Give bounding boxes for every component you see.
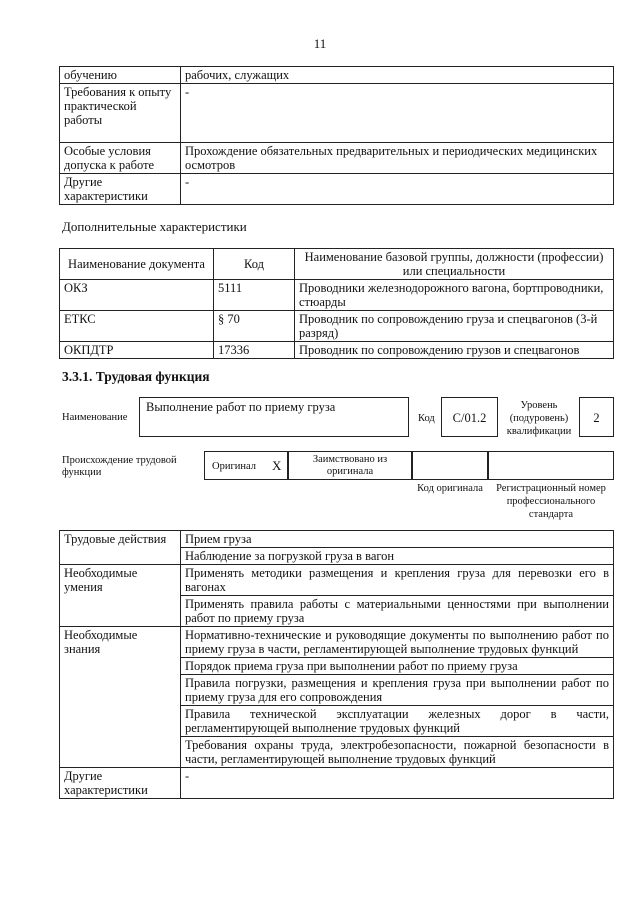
table-row — [60, 565, 614, 596]
origin-original-label: Оригинал — [212, 461, 256, 472]
row-label-skills: Необходимые умения — [60, 565, 181, 627]
function-code-value: С/01.2 — [452, 411, 487, 425]
header-document: Наименование документа — [60, 249, 214, 280]
table-row — [60, 531, 614, 548]
top-table — [59, 66, 614, 205]
cell-document: ЕТКС — [60, 311, 214, 342]
row-label-actions: Трудовые действия — [60, 531, 181, 565]
row-label: Требования к опыту практической работы — [60, 84, 181, 143]
origin-reg-box — [488, 451, 614, 480]
section-title: 3.3.1. Трудовая функция — [62, 369, 210, 384]
origin-reg-caption: Регистрационный номер профессионального стандарта — [496, 483, 606, 520]
cell-skill: Применять методики размещения и крепления груза для перевозки его в вагонах — [181, 565, 614, 596]
origin-borrowed-label: Заимствовано из оригинала — [312, 454, 388, 477]
cell-code: 17336 — [214, 342, 295, 359]
row-value: - — [181, 84, 614, 143]
cell-document: ОКЗ — [60, 280, 214, 311]
cell-knowledge: Порядок приема груза при выполнении работ по приему груза — [181, 658, 614, 675]
row-label: Особые условия допуска к работе — [60, 143, 181, 174]
row-value: Прохождение обязательных предварительных и периодических медицинских осмотров — [181, 143, 614, 174]
row-label: Другие характеристики — [60, 174, 181, 205]
cell-document: ОКПДТР — [60, 342, 214, 359]
origin-borrowed-box — [288, 451, 412, 480]
origin-code-caption: Код оригинала — [417, 483, 483, 494]
function-code-label: Код — [418, 413, 435, 424]
function-name-value: Выполнение работ по приему груза — [146, 400, 336, 414]
table-row — [60, 84, 614, 143]
cell-action: Прием груза — [181, 531, 614, 548]
origin-original-box — [204, 451, 288, 480]
function-level-box — [579, 397, 614, 437]
cell-group: Проводник по сопровождению груза и спецвагонов (3-й разряд) — [295, 311, 614, 342]
cell-other: - — [181, 768, 614, 799]
function-code-box — [441, 397, 498, 437]
additional-title: Дополнительные характеристики — [62, 219, 247, 234]
row-label-other: Другие характеристики — [60, 768, 181, 799]
header-code: Код — [214, 249, 295, 280]
cell-knowledge: Правила технической эксплуатации железных дорог в части, регламентирующей выполнение трудовых функций — [181, 706, 614, 737]
table-row — [60, 174, 614, 205]
header-group: Наименование базовой группы, должности (профессии) или специальности — [295, 249, 614, 280]
function-name-box — [139, 397, 409, 437]
table-row — [60, 143, 614, 174]
table-row — [60, 627, 614, 658]
cell-action: Наблюдение за погрузкой груза в вагон — [181, 548, 614, 565]
table-row — [60, 768, 614, 799]
origin-original-mark: X — [272, 458, 282, 473]
origin-label: Происхождение трудовой функции — [62, 455, 177, 478]
origin-code-box — [412, 451, 488, 480]
function-name-label: Наименование — [62, 412, 128, 423]
row-label-knowledge: Необходимые знания — [60, 627, 181, 768]
table-row — [60, 280, 614, 311]
page-number: 11 — [313, 36, 327, 51]
cell-knowledge: Правила погрузки, размещения и крепления груза при выполнении работ по приему груза для его сопровождения — [181, 675, 614, 706]
table-row — [60, 67, 614, 84]
cell-code: 5111 — [214, 280, 295, 311]
row-value: - — [181, 174, 614, 205]
function-level-value: 2 — [593, 411, 600, 425]
row-value: рабочих, служащих — [181, 67, 614, 84]
cell-group: Проводники железнодорожного вагона, бортпроводники, стюарды — [295, 280, 614, 311]
labor-table — [59, 530, 614, 799]
additional-table — [59, 248, 614, 359]
table-row — [60, 342, 614, 359]
table-header-row — [60, 249, 614, 280]
cell-group: Проводник по сопровождению грузов и спецвагонов — [295, 342, 614, 359]
cell-skill: Применять правила работы с материальными ценностями при выполнении работ по приему груза — [181, 596, 614, 627]
row-label: обучению — [60, 67, 181, 84]
function-level-label: Уровень (подуровень) квалификации — [506, 400, 572, 437]
table-row — [60, 311, 614, 342]
cell-knowledge: Требования охраны труда, электробезопасности, пожарной безопасности в части, регламентирующей выполнение трудовых функций — [181, 737, 614, 768]
cell-knowledge: Нормативно-технические и руководящие документы по выполнению работ по приему груза в части, регламентирующей выполнение трудовых функций — [181, 627, 614, 658]
cell-code: § 70 — [214, 311, 295, 342]
